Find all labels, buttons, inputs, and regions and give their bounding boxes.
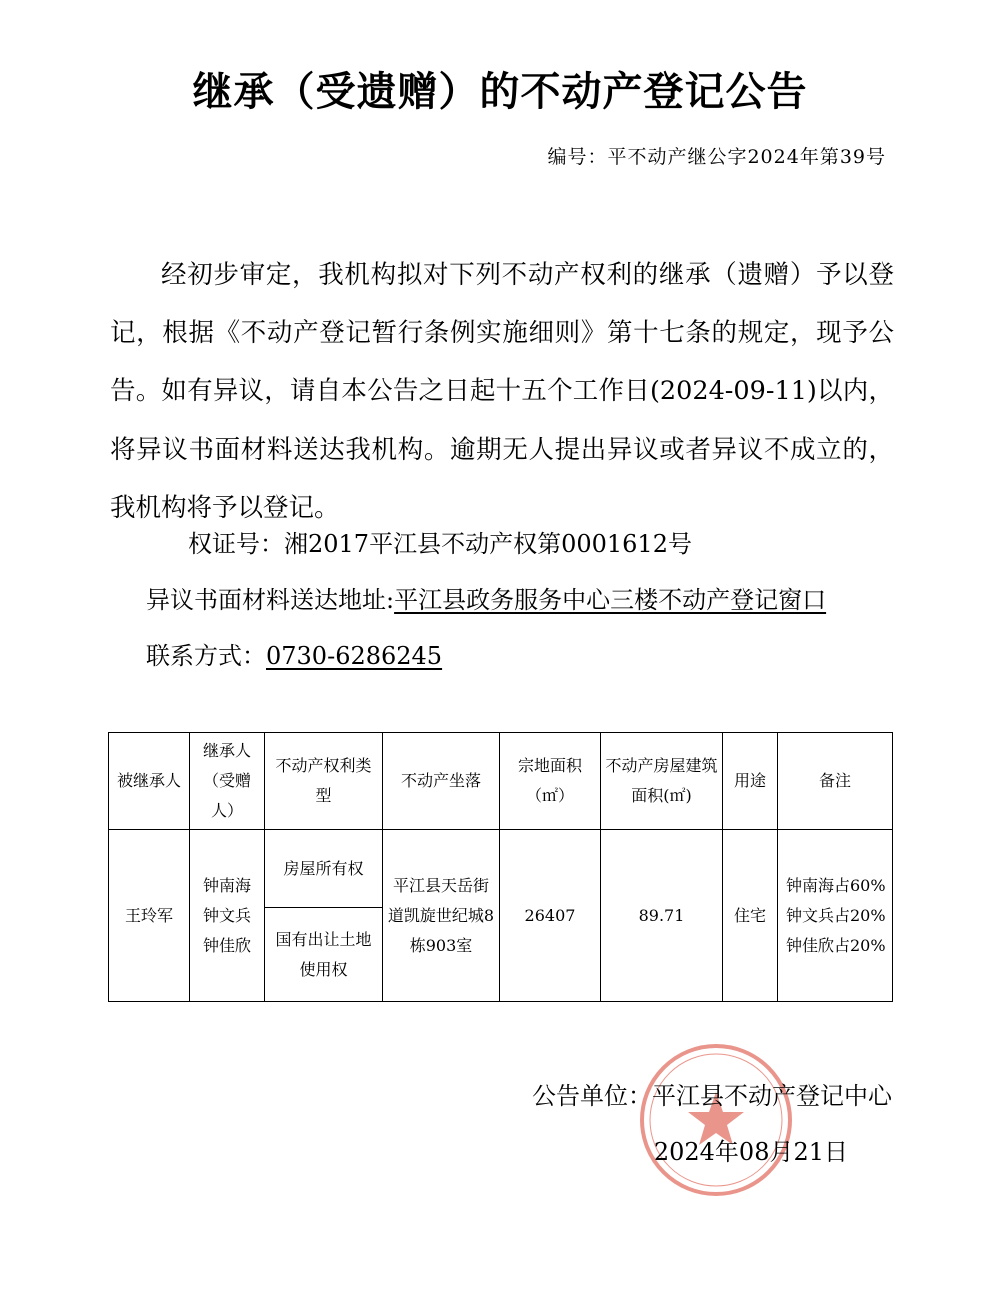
cell-right-type-land: 国有出让土地使用权: [265, 908, 383, 1002]
heir-name: 钟南海: [202, 875, 251, 895]
registration-table: [108, 732, 893, 1002]
contact-value: 0730-6286245: [266, 642, 443, 670]
header-decedent: 被继承人: [109, 733, 190, 830]
cell-building-area: 89.71: [601, 830, 723, 1002]
contact: [146, 636, 442, 676]
cell-decedent: 王玲军: [109, 830, 190, 1002]
issuer: 公告单位：平江县不动产登记中心: [532, 1082, 892, 1110]
cell-location: 平江县天岳街道凯旋世纪城8栋903室: [383, 830, 500, 1002]
heir-name: 钟佳欣: [202, 935, 251, 955]
table-header-row: [109, 733, 893, 830]
remark-line: 钟文兵占20%: [786, 905, 886, 925]
address-value: 平江县政务服务中心三楼不动产登记窗口: [394, 586, 827, 614]
cell-land-area: 26407: [500, 830, 601, 1002]
cell-heirs: [190, 830, 265, 1002]
cell-right-type-house: 房屋所有权: [265, 830, 383, 908]
cert-number: 权证号：湘2017平江县不动产权第0001612号: [188, 530, 692, 558]
header-land-area: 宗地面积（㎡）: [500, 733, 601, 830]
heir-name: 钟文兵: [202, 905, 251, 925]
notice-body-text: 经初步审定，我机构拟对下列不动产权利的继承（遗赠）予以登记，根据《不动产登记暂行条例实施细则》第十七条的规定，现予公告。如有异议，请自本公告之日起十五个工作日(2024-09-11)以内，将异议书面材料送达我机构。逾期无人提出异议或者异议不成立的，我机构将予以登记。: [110, 260, 894, 523]
notice-title: 继承（受遗赠）的不动产登记公告: [192, 69, 808, 115]
header-heir: 继承人（受赠人）: [190, 733, 265, 830]
issue-date: 2024年08月21日: [653, 1138, 848, 1166]
table-row: [109, 830, 893, 908]
doc-number: 编号：平不动产继公字2024年第39号: [547, 146, 886, 168]
contact-label: 联系方式：: [146, 642, 266, 670]
remark-line: 钟南海占60%: [786, 875, 886, 895]
official-seal-icon: [636, 1040, 796, 1200]
header-remarks: 备注: [778, 733, 893, 830]
header-right-type: 不动产权利类 型: [265, 733, 383, 830]
notice-body: [110, 246, 894, 537]
header-location: 不动产坐落: [383, 733, 500, 830]
header-building-area: 不动产房屋建筑面积(㎡): [601, 733, 723, 830]
remark-line: 钟佳欣占20%: [786, 935, 886, 955]
cell-remarks: [778, 830, 893, 1002]
header-usage: 用途: [723, 733, 778, 830]
cell-usage: 住宅: [723, 830, 778, 1002]
objection-address: [146, 580, 826, 620]
address-label: 异议书面材料送达地址:: [146, 586, 395, 614]
